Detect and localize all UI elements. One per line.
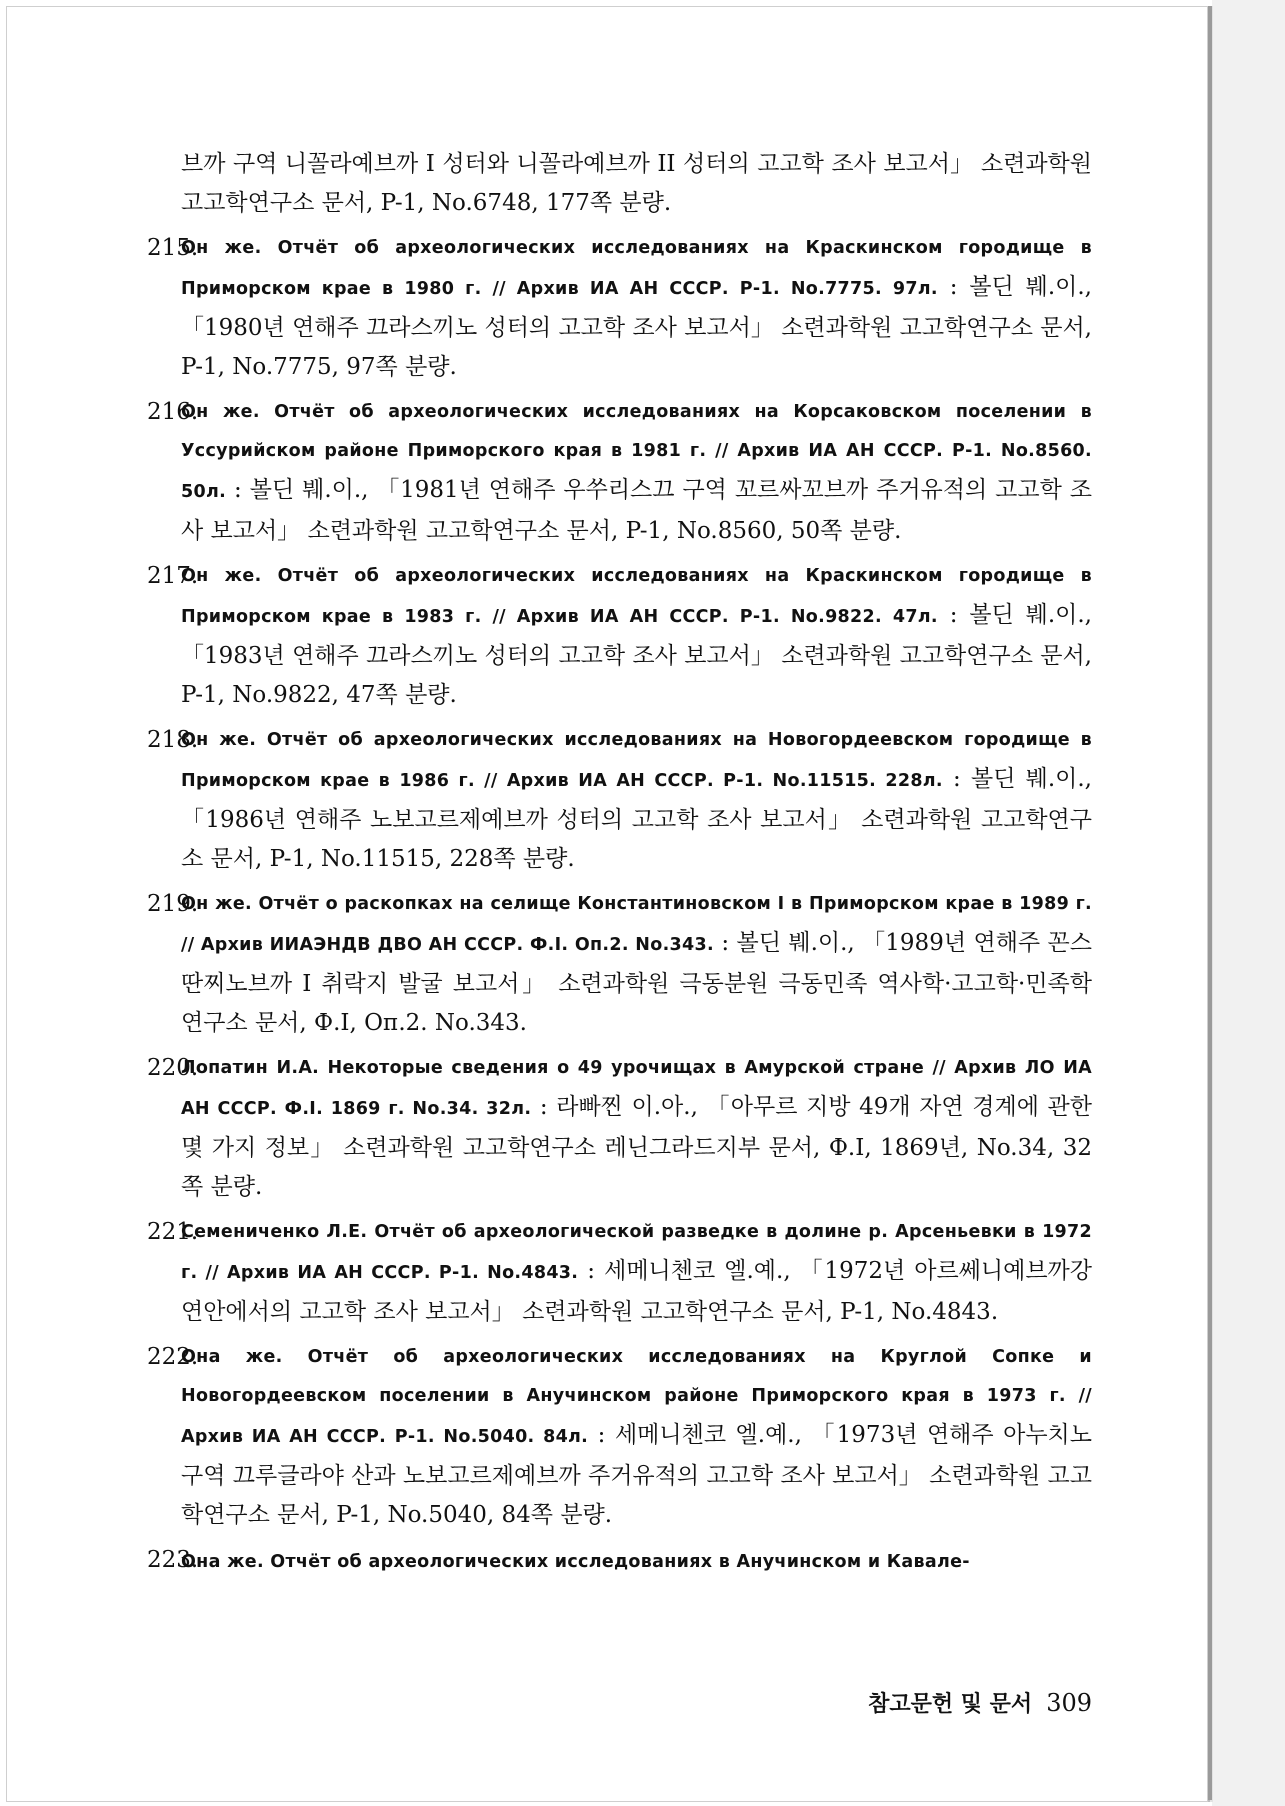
reference-korean: : 볼딘 붸.이., 「1989년 연해주 꼰스딴찌노브까 I 취락지 발굴 보고서」 소련과학원 극동분원 극동민족 역사학·고고학·민족학 연구소 문서, Ф.I, Оп.2. No.343. [181,930,1092,1036]
reference-entry-220 [147,1049,1092,1207]
reference-number: 217. [147,563,199,589]
reference-entry-219 [147,885,1092,1043]
reference-entry-217 [147,557,1092,715]
reference-korean: : 세메니첸코 엘.예., 「1973년 연해주 아누치노 구역 끄루글라야 산과 노보고르제예브까 주거유적의 고고학 조사 보고서」 소련과학원 고고학연구소 문서, P-1, No.5040, 84쪽 분량. [181,1422,1092,1528]
reference-korean: : 볼딘 붸.이., 「1986년 연해주 노보고르제예브까 성터의 고고학 조사 보고서」 소련과학원 고고학연구소 문서, P-1, No.11515, 228쪽 분량. [181,766,1092,872]
reference-list [147,145,1092,1588]
reference-number: 223. [147,1547,199,1573]
reference-russian: Он же. Отчёт об археологических исследованиях на Краскинском городище в Приморском крае в 1980 г. // Архив ИА АН СССР. Р-1. No.7775. 97л. [181,238,1092,299]
reference-russian: Он же. Отчёт об археологических исследованиях на Краскинском городище в Приморском крае в 1983 г. // Архив ИА АН СССР. Р-1. No.9822. 47л. [181,566,1092,627]
viewer-background [1212,0,1285,1806]
reference-entry-216 [147,393,1092,551]
reference-russian: Она же. Отчёт об археологических исследованиях на Круглой Сопке и Новогордеевском поселении в Анучинском районе Приморского края в 1973 г. // Архив ИА АН СССР. Р-1. No.5040. 84л. [181,1347,1092,1447]
reference-entry-215 [147,229,1092,387]
reference-number: 218. [147,727,199,753]
reference-korean: 브까 구역 니꼴라예브까 I 성터와 니꼴라예브까 II 성터의 고고학 조사 보고서」 소련과학원 고고학연구소 문서, P-1, No.6748, 177쪽 분량. [181,151,1092,216]
reference-number: 215. [147,235,199,261]
reference-entry-222 [147,1338,1092,1535]
reference-entry-223 [147,1541,1092,1582]
reference-russian: Он же. Отчёт об археологических исследованиях на Новогордеевском городище в Приморском крае в 1986 г. // Архив ИА АН СССР. Р-1. No.11515. 228л. [181,730,1092,791]
page-footer [807,1687,1092,1718]
reference-russian: Он же. Отчёт об археологических исследованиях на Корсаковском поселении в Уссурийском районе Приморского края в 1981 г. // Архив ИА АН СССР. Р-1. No.8560. 50л. [181,402,1092,502]
reference-korean: : 세메니첸코 엘.예., 「1972년 아르쎄니예브까강 연안에서의 고고학 조사 보고서」 소련과학원 고고학연구소 문서, P-1, No.4843. [181,1258,1092,1325]
reference-entry-218 [147,721,1092,879]
reference-number: 219. [147,891,199,917]
reference-continuation [147,145,1092,223]
page-edge [1208,6,1212,1800]
reference-number: 221. [147,1219,199,1245]
reference-korean: : 볼딘 붸.이., 「1981년 연해주 우쑤리스끄 구역 꼬르싸꼬브까 주거유적의 고고학 조사 보고서」 소련과학원 고고학연구소 문서, P-1, No.8560, 50쪽 분량. [181,477,1092,544]
reference-russian: Лопатин И.А. Некоторые сведения о 49 урочищах в Амурской стране // Архив ЛО ИА АН СССР. Ф.I. 1869 г. No.34. 32л. [181,1058,1092,1119]
reference-russian: Он же. Отчёт о раскопках на селище Константиновском I в Приморском крае в 1989 г. // Архив ИИАЭНДВ ДВО АН СССР. Ф.I. Оп.2. No.343. [181,894,1092,955]
reference-number: 220. [147,1055,199,1081]
reference-korean: : 볼딘 붸.이., 「1983년 연해주 끄라스끼노 성터의 고고학 조사 보고서」 소련과학원 고고학연구소 문서, P-1, No.9822, 47쪽 분량. [181,602,1092,708]
reference-entry-221 [147,1213,1092,1332]
reference-korean: : 라빠찐 이.아., 「아무르 지방 49개 자연 경계에 관한 몇 가지 정보」 소련과학원 고고학연구소 레닌그라드지부 문서, Ф.I, 1869년, No.34, 32쪽 분량. [181,1094,1092,1200]
book-page [6,6,1208,1802]
page-number: 309 [1046,1689,1092,1717]
running-footer-title: 참고문헌 및 문서 [868,1692,1033,1717]
reference-number: 222. [147,1344,199,1370]
reference-russian: Семениченко Л.Е. Отчёт об археологической разведке в долине р. Арсеньевки в 1972 г. // Архив ИА АН СССР. Р-1. No.4843. [181,1222,1092,1283]
reference-korean: : 볼딘 붸.이., 「1980년 연해주 끄라스끼노 성터의 고고학 조사 보고서」 소련과학원 고고학연구소 문서, P-1, No.7775, 97쪽 분량. [181,274,1092,380]
reference-number: 216. [147,399,199,425]
reference-russian: Она же. Отчёт об археологических исследованиях в Анучинском и Кавале- [181,1552,970,1572]
